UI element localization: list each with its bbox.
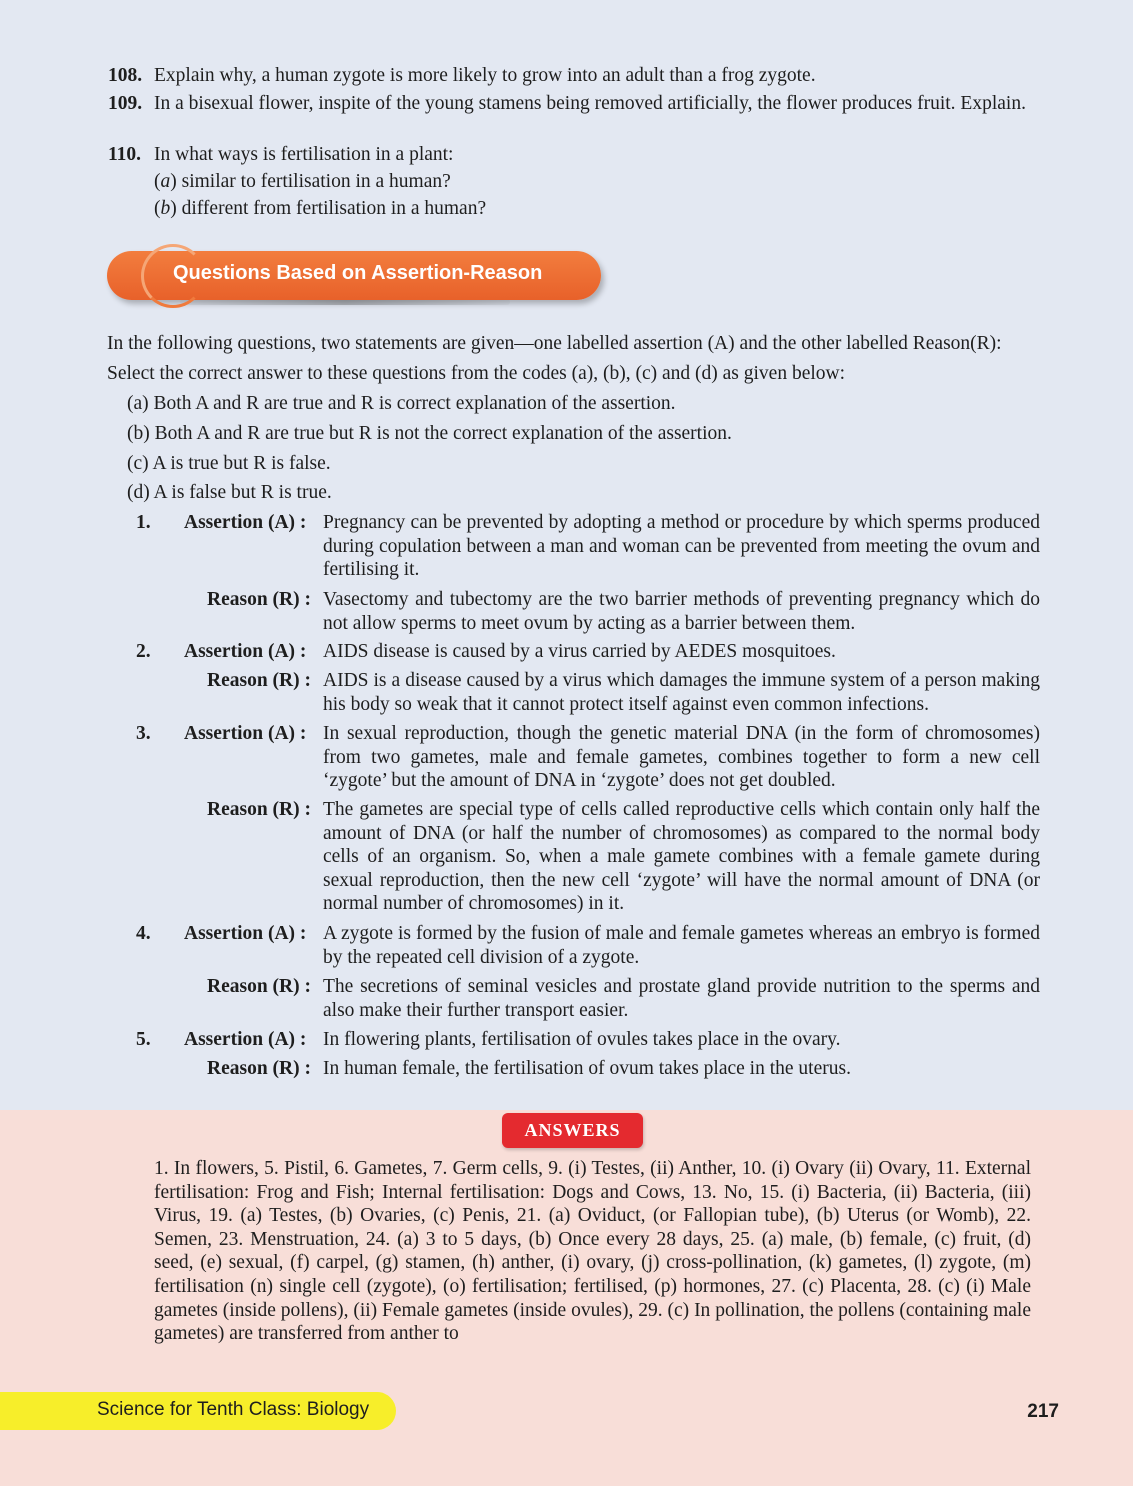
reason-label: Reason (R) : xyxy=(207,1058,311,1079)
assertion-text: In flowering plants, fertilisation of ovules takes place in the ovary. xyxy=(323,1029,841,1050)
assertion-1 xyxy=(136,511,1040,583)
item-number: 4. xyxy=(136,923,151,944)
reason-label: Reason (R) : xyxy=(207,589,311,610)
question-number: 108. xyxy=(108,65,143,86)
answers-badge: ANSWERS xyxy=(502,1113,643,1148)
reason-4 xyxy=(136,975,1040,1023)
reason-text: In human female, the fertilisation of ovum takes place in the uterus. xyxy=(323,1058,851,1079)
part-text: different from fertilisation in a human? xyxy=(181,198,487,219)
question-110 xyxy=(108,143,1068,167)
question-text: In what ways is fertilisation in a plant: xyxy=(154,144,454,165)
footer-book-title: Science for Tenth Class: Biology xyxy=(97,1399,370,1420)
code-c: (c) A is true but R is false. xyxy=(127,453,331,474)
code-d: (d) A is false but R is true. xyxy=(127,482,332,503)
reason-text: The gametes are special type of cells called reproductive cells which contain only half the amount of DNA (or half the number of chromosomes) as compared to the normal body cells of an organism. So, when a male gamete combines with a female gamete during sexual reproduction, then the new cell ‘zygote’ will have the normal amount of DNA (or normal number of chromosomes) in it. xyxy=(323,799,1040,914)
part-text: similar to fertilisation in a human? xyxy=(181,171,451,192)
intro-line-2: Select the correct answer to these questions from the codes (a), (b), (c) and (d) as given below: xyxy=(107,363,846,384)
assertion-text: AIDS disease is caused by a virus carried by AEDES mosquitoes. xyxy=(323,641,836,662)
assertion-3 xyxy=(136,722,1040,794)
question-108 xyxy=(108,64,1068,88)
page-number: 217 xyxy=(1027,1401,1059,1422)
part-letter: b xyxy=(160,198,171,219)
item-number: 1. xyxy=(136,512,151,533)
assertion-label: Assertion (A) : xyxy=(184,723,307,744)
item-number: 2. xyxy=(136,641,151,662)
assertion-label: Assertion (A) : xyxy=(184,512,307,533)
reason-2 xyxy=(136,669,1040,717)
question-text: In a bisexual flower, inspite of the young stamens being removed artificially, the flower produces fruit. Explain. xyxy=(154,93,1026,114)
reason-text: Vasectomy and tubectomy are the two barrier methods of preventing pregnancy which do not allow sperms to meet ovum by acting as a barrier between them. xyxy=(323,589,1040,634)
question-110-part-b: (b) different from fertilisation in a human? xyxy=(154,198,487,219)
code-a: (a) Both A and R are true and R is correct explanation of the assertion. xyxy=(127,393,676,414)
assertion-5 xyxy=(136,1028,1040,1052)
reason-1 xyxy=(136,588,1040,636)
assertion-2 xyxy=(136,640,1040,664)
question-number: 110. xyxy=(108,144,142,165)
intro-line-1: In the following questions, two statements are given—one labelled assertion (A) and the other labelled Reason(R): xyxy=(107,333,1002,354)
assertion-text: In sexual reproduction, though the genetic material DNA (in the form of chromosomes) from two gametes, male and female gametes, combines together to form a new cell ‘zygote’ but the amount of DNA in ‘zygote’ does not get doubled. xyxy=(323,723,1040,791)
reason-label: Reason (R) : xyxy=(207,670,311,691)
assertion-text: A zygote is formed by the fusion of male and female gametes whereas an embryo is formed by the repeated cell division of a zygote. xyxy=(323,923,1040,968)
reason-5 xyxy=(136,1057,1040,1081)
code-b: (b) Both A and R are true but R is not the correct explanation of the assertion. xyxy=(127,423,732,444)
part-letter: a xyxy=(160,171,171,192)
assertion-text: Pregnancy can be prevented by adopting a method or procedure by which sperms produced during copulation between a man and woman can be prevented from meeting the ovum and fertilising it. xyxy=(323,512,1040,580)
item-number: 3. xyxy=(136,723,151,744)
reason-3 xyxy=(136,798,1040,918)
section-title: Questions Based on Assertion-Reason xyxy=(173,262,543,284)
question-110-part-a: (a) similar to fertilisation in a human? xyxy=(154,171,451,192)
answers-text: 1. In flowers, 5. Pistil, 6. Gametes, 7. Germ cells, 9. (i) Testes, (ii) Anther, 10. (i) Ovary (ii) Ovary, 11. External fertilisation: Frog and Fish; Internal fertilisation: Dogs and Cows, 13. No, 15. (i) Bacteria, (ii) Bacteria, (iii) Virus, 19. (a) Testes, (b) Ovaries, (c) Penis, 21. (a) Oviduct, (or Fallopian tube), (b) Uterus (or Womb), 22. Semen, 23. Menstruation, 24. (a) 3 to 5 days, (b) Once every 28 days, 25. (a) male, (b) female, (c) fruit, (d) seed, (e) sexual, (f) carpel, (g) stamen, (h) anther, (i) ovary, (j) cross-pollination, (k) gametes, (l) zygote, (m) fertilisation (n) single cell (zygote), (o) fertilisation; fertilised, (p) hormones, 27. (c) Placenta, 28. (c) (i) Male gametes (inside pollens), (ii) Female gametes (inside ovules), 29. (c) In pollination, the pollens (containing male gametes) are transferred from anther to xyxy=(154,1158,1031,1345)
assertion-4 xyxy=(136,922,1040,970)
reason-label: Reason (R) : xyxy=(207,799,311,820)
assertion-label: Assertion (A) : xyxy=(184,641,307,662)
section-banner xyxy=(107,251,601,300)
reason-label: Reason (R) : xyxy=(207,976,311,997)
assertion-label: Assertion (A) : xyxy=(184,923,307,944)
assertion-label: Assertion (A) : xyxy=(184,1029,307,1050)
question-number: 109. xyxy=(108,93,143,114)
question-text: Explain why, a human zygote is more likely to grow into an adult than a frog zygote. xyxy=(154,65,816,86)
reason-text: AIDS is a disease caused by a virus which damages the immune system of a person making his body so weak that it cannot protect itself against even common infections. xyxy=(323,670,1040,715)
question-109 xyxy=(108,92,1068,140)
reason-text: The secretions of seminal vesicles and prostate gland provide nutrition to the sperms and also make their further transport easier. xyxy=(323,976,1040,1021)
item-number: 5. xyxy=(136,1029,151,1050)
